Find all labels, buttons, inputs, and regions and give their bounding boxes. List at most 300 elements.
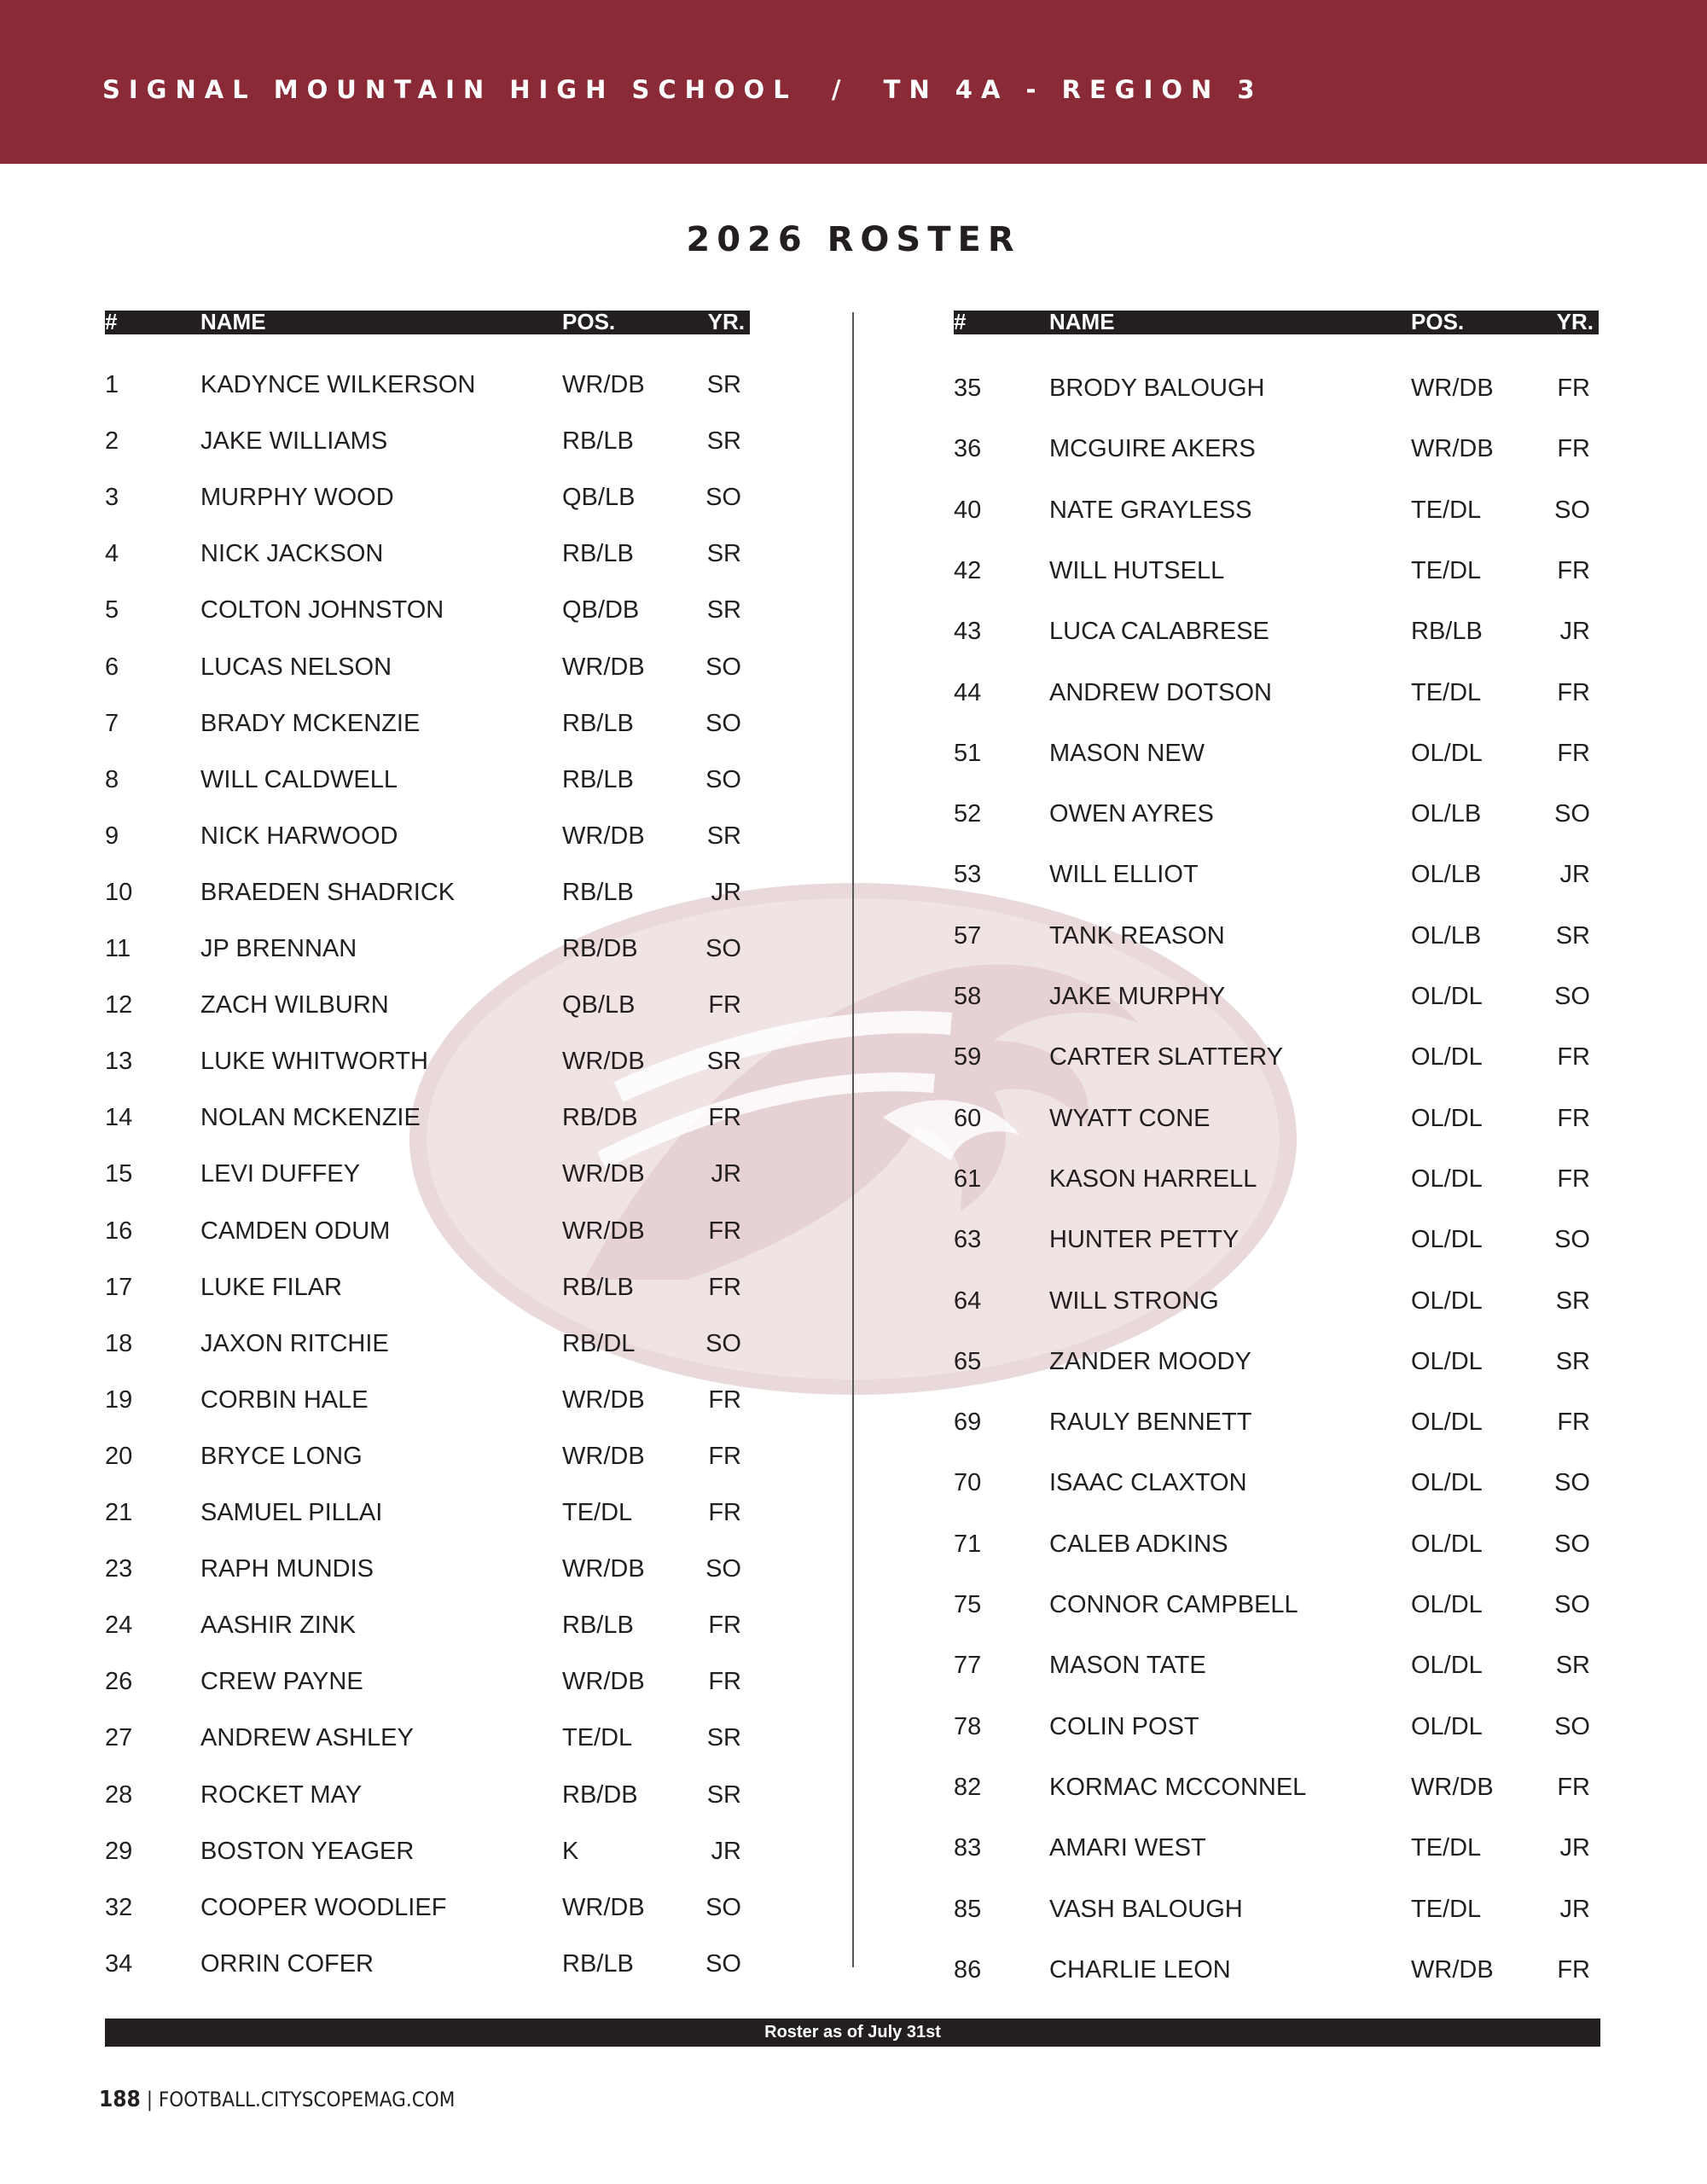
player-number: 86 — [954, 1955, 982, 1984]
player-number: 42 — [954, 556, 982, 584]
table-row — [105, 1101, 750, 1135]
player-year: SR — [1555, 921, 1590, 950]
player-year: FR — [708, 1668, 741, 1696]
player-number: 57 — [954, 921, 982, 950]
player-name: JAKE MURPHY — [1049, 983, 1226, 1010]
table-header — [105, 311, 750, 334]
player-year: SO — [705, 1555, 741, 1583]
table-row — [954, 1345, 1599, 1379]
table-row — [954, 1101, 1599, 1136]
player-position: OL/DL — [1411, 1712, 1483, 1740]
player-name: MASON TATE — [1049, 1652, 1206, 1680]
footer-site: FOOTBALL.CITYSCOPEMAG.COM — [158, 2088, 456, 2111]
player-name: COLIN POST — [1049, 1712, 1199, 1740]
table-row — [105, 1608, 750, 1642]
player-name: ROCKET MAY — [200, 1780, 363, 1809]
table-row — [105, 819, 750, 853]
player-year: SO — [1554, 800, 1590, 828]
player-name: JAKE WILLIAMS — [200, 427, 388, 456]
player-position: K — [562, 1837, 579, 1865]
roster-table-right — [954, 309, 1599, 1984]
table-row — [954, 1162, 1599, 1196]
player-position: OL/DL — [1411, 1469, 1483, 1497]
player-number: 14 — [105, 1104, 133, 1132]
player-number: 77 — [954, 1652, 982, 1680]
player-position: WR/DB — [562, 1668, 645, 1696]
header-name: NAME — [1049, 309, 1115, 334]
player-name: LUCAS NELSON — [200, 653, 392, 681]
player-position: TE/DL — [562, 1724, 633, 1752]
table-row — [954, 676, 1599, 710]
player-number: 24 — [105, 1612, 133, 1640]
player-number: 19 — [105, 1385, 133, 1414]
player-year: SO — [705, 653, 741, 681]
player-number: 43 — [954, 618, 982, 646]
player-number: 27 — [105, 1724, 133, 1752]
player-position: TE/DL — [1411, 1895, 1482, 1923]
player-number: 51 — [954, 739, 982, 767]
player-number: 10 — [105, 878, 133, 906]
player-number: 85 — [954, 1895, 982, 1923]
player-year: SO — [1554, 1469, 1590, 1497]
table-row — [954, 1405, 1599, 1439]
player-position: WR/DB — [562, 371, 645, 398]
player-position: QB/LB — [562, 991, 636, 1019]
player-name: RAULY BENNETT — [1049, 1409, 1252, 1437]
player-number: 40 — [954, 496, 982, 524]
table-row — [105, 537, 750, 571]
player-name: KASON HARRELL — [1049, 1165, 1257, 1193]
player-position: RB/LB — [562, 878, 634, 906]
player-number: 58 — [954, 983, 982, 1010]
player-name: WILL ELLIOT — [1049, 861, 1199, 889]
player-position: OL/DL — [1411, 739, 1483, 767]
player-position: TE/DL — [1411, 556, 1482, 584]
player-name: CARTER SLATTERY — [1049, 1043, 1283, 1072]
player-name: NATE GRAYLESS — [1049, 496, 1252, 524]
player-year: FR — [1557, 1955, 1590, 1984]
player-name: WILL STRONG — [1049, 1287, 1219, 1315]
player-number: 23 — [105, 1555, 133, 1583]
player-name: NOLAN MCKENZIE — [200, 1104, 421, 1132]
player-name: HUNTER PETTY — [1049, 1226, 1240, 1254]
player-position: RB/LB — [562, 709, 634, 737]
player-name: BRYCE LONG — [200, 1442, 363, 1470]
player-year: FR — [1557, 678, 1590, 706]
player-position: WR/DB — [562, 1217, 645, 1245]
table-row — [954, 1284, 1599, 1318]
player-position: WR/DB — [562, 1555, 645, 1583]
player-name: LUKE FILAR — [200, 1273, 342, 1301]
player-year: SR — [706, 427, 741, 456]
player-number: 83 — [954, 1834, 982, 1862]
player-name: ANDREW ASHLEY — [200, 1724, 414, 1752]
table-row — [954, 1710, 1599, 1744]
player-number: 18 — [105, 1329, 133, 1357]
header-num: # — [105, 309, 118, 334]
player-number: 17 — [105, 1273, 133, 1301]
player-position: TE/DL — [562, 1499, 633, 1526]
player-name: MURPHY WOOD — [200, 484, 394, 512]
player-year: SO — [705, 1893, 741, 1921]
player-position: WR/DB — [1411, 1955, 1494, 1984]
table-row — [954, 1466, 1599, 1500]
table-row — [105, 1383, 750, 1417]
table-row — [105, 1552, 750, 1586]
table-row — [954, 371, 1599, 405]
player-position: OL/DL — [1411, 1652, 1483, 1680]
player-position: WR/DB — [562, 1160, 645, 1188]
table-row — [105, 368, 750, 402]
player-number: 15 — [105, 1160, 133, 1188]
player-name: NICK HARWOOD — [200, 822, 398, 850]
player-year: SR — [706, 1048, 741, 1076]
player-name: ISAAC CLAXTON — [1049, 1469, 1247, 1497]
banner-text: SIGNAL MOUNTAIN HIGH SCHOOL / TN 4A - REGION 3 — [102, 75, 1263, 104]
table-row — [105, 1044, 750, 1078]
player-position: RB/LB — [562, 1612, 634, 1640]
player-position: RB/LB — [562, 427, 634, 456]
page-title: 2026 ROSTER — [686, 220, 1021, 259]
player-name: SAMUEL PILLAI — [200, 1499, 383, 1526]
table-row — [954, 919, 1599, 953]
player-year: SR — [706, 1780, 741, 1809]
player-name: MASON NEW — [1049, 739, 1205, 767]
player-number: 7 — [105, 709, 119, 737]
player-number: 63 — [954, 1226, 982, 1254]
header-yr: YR. — [707, 309, 745, 334]
player-number: 5 — [105, 596, 119, 624]
player-position: WR/DB — [562, 653, 645, 681]
table-row — [105, 1157, 750, 1191]
player-number: 28 — [105, 1780, 133, 1809]
header-pos: POS. — [562, 309, 616, 334]
player-year: SO — [1554, 1591, 1590, 1618]
table-row — [105, 763, 750, 797]
player-year: SO — [705, 709, 741, 737]
player-position: OL/LB — [1411, 861, 1482, 889]
player-position: WR/DB — [1411, 435, 1494, 463]
player-position: WR/DB — [562, 1442, 645, 1470]
table-row — [954, 554, 1599, 588]
player-number: 29 — [105, 1837, 133, 1865]
player-year: JR — [711, 1837, 741, 1865]
player-year: FR — [1557, 1043, 1590, 1072]
player-year: FR — [708, 1273, 741, 1301]
player-year: SR — [706, 1724, 741, 1752]
player-name: WILL CALDWELL — [200, 765, 398, 793]
player-name: NICK JACKSON — [200, 540, 384, 568]
player-number: 69 — [954, 1409, 982, 1437]
player-year: FR — [708, 1217, 741, 1245]
player-name: ZACH WILBURN — [200, 991, 389, 1019]
player-year: JR — [1559, 1834, 1590, 1862]
player-position: RB/LB — [1411, 618, 1483, 646]
player-number: 61 — [954, 1165, 982, 1193]
player-number: 20 — [105, 1442, 133, 1470]
table-row — [954, 736, 1599, 770]
player-year: FR — [708, 1104, 741, 1132]
player-name: TANK REASON — [1049, 921, 1225, 950]
player-year: SO — [705, 1329, 741, 1357]
table-row — [954, 979, 1599, 1014]
player-name: BRAEDEN SHADRICK — [200, 878, 456, 906]
player-year: SO — [1554, 496, 1590, 524]
table-row — [954, 1040, 1599, 1074]
player-position: RB/DB — [562, 935, 638, 962]
player-name: CHARLIE LEON — [1049, 1955, 1231, 1984]
player-number: 52 — [954, 800, 982, 828]
player-position: OL/LB — [1411, 921, 1482, 950]
player-name: LEVI DUFFEY — [200, 1160, 360, 1188]
player-number: 34 — [105, 1949, 133, 1978]
player-number: 4 — [105, 540, 119, 568]
player-number: 64 — [954, 1287, 982, 1315]
player-position: TE/DL — [1411, 496, 1482, 524]
player-name: WYATT CONE — [1049, 1104, 1211, 1132]
table-row — [105, 1214, 750, 1248]
player-number: 35 — [954, 375, 982, 402]
player-position: RB/LB — [562, 540, 634, 568]
player-year: SR — [1555, 1347, 1590, 1375]
header-pos: POS. — [1411, 309, 1465, 334]
player-position: OL/DL — [1411, 1287, 1483, 1315]
player-position: OL/LB — [1411, 800, 1482, 828]
table-row — [105, 1834, 750, 1868]
player-year: FR — [1557, 739, 1590, 767]
player-name: KADYNCE WILKERSON — [200, 371, 476, 398]
player-number: 13 — [105, 1048, 133, 1076]
player-number: 32 — [105, 1893, 133, 1921]
player-position: RB/LB — [562, 1273, 634, 1301]
table-row — [105, 650, 750, 684]
player-position: OL/DL — [1411, 1409, 1483, 1437]
player-year: SR — [706, 822, 741, 850]
player-year: SR — [706, 596, 741, 624]
player-year: SO — [1554, 1530, 1590, 1558]
player-name: KORMAC MCCONNEL — [1049, 1773, 1307, 1801]
player-position: WR/DB — [562, 822, 645, 850]
player-position: RB/LB — [562, 1949, 634, 1978]
roster-table-left — [105, 309, 750, 1978]
player-number: 21 — [105, 1499, 133, 1526]
table-row — [105, 480, 750, 514]
header-banner — [0, 0, 1707, 164]
player-year: FR — [708, 991, 741, 1019]
table-row — [105, 1721, 750, 1755]
player-number: 6 — [105, 653, 119, 681]
player-position: OL/DL — [1411, 983, 1483, 1010]
player-year: SR — [706, 540, 741, 568]
player-name: ORRIN COFER — [200, 1949, 374, 1978]
player-year: SO — [1554, 1226, 1590, 1254]
player-year: SO — [705, 484, 741, 512]
player-position: OL/DL — [1411, 1226, 1483, 1254]
player-name: CALEB ADKINS — [1049, 1530, 1228, 1558]
player-year: JR — [1559, 861, 1590, 889]
table-row — [105, 1664, 750, 1699]
player-name: COOPER WOODLIEF — [200, 1893, 447, 1921]
player-position: TE/DL — [1411, 678, 1482, 706]
player-name: AMARI WEST — [1049, 1834, 1206, 1862]
page-footer — [99, 2087, 455, 2112]
player-year: SO — [1554, 1712, 1590, 1740]
table-row — [105, 1778, 750, 1812]
player-number: 70 — [954, 1469, 982, 1497]
column-divider — [852, 312, 854, 1967]
header-num: # — [954, 309, 967, 334]
player-position: QB/LB — [562, 484, 636, 512]
player-number: 75 — [954, 1591, 982, 1618]
player-number: 2 — [105, 427, 119, 456]
table-row — [954, 1892, 1599, 1926]
table-row — [105, 1496, 750, 1530]
table-row — [954, 1223, 1599, 1257]
player-number: 3 — [105, 484, 119, 512]
player-name: ZANDER MOODY — [1049, 1347, 1251, 1375]
player-name: BRODY BALOUGH — [1049, 375, 1265, 402]
player-number: 82 — [954, 1773, 982, 1801]
player-name: CORBIN HALE — [200, 1385, 369, 1414]
table-row — [105, 1891, 750, 1925]
player-year: SR — [706, 371, 741, 398]
table-row — [105, 1439, 750, 1473]
player-year: FR — [708, 1499, 741, 1526]
player-position: TE/DL — [1411, 1834, 1482, 1862]
player-position: OL/DL — [1411, 1530, 1483, 1558]
player-year: JR — [711, 1160, 741, 1188]
player-number: 60 — [954, 1104, 982, 1132]
roster-footnote: Roster as of July 31st — [105, 2018, 1600, 2047]
player-number: 11 — [105, 935, 131, 962]
table-row — [105, 593, 750, 627]
player-year: FR — [1557, 435, 1590, 463]
player-position: OL/DL — [1411, 1347, 1483, 1375]
player-position: OL/DL — [1411, 1591, 1483, 1618]
player-position: WR/DB — [1411, 1773, 1494, 1801]
player-position: RB/DB — [562, 1780, 638, 1809]
player-number: 36 — [954, 435, 982, 463]
player-year: FR — [1557, 1409, 1590, 1437]
table-row — [105, 1270, 750, 1304]
player-year: JR — [711, 878, 741, 906]
player-year: FR — [708, 1612, 741, 1640]
player-number: 26 — [105, 1668, 133, 1696]
table-row — [105, 1327, 750, 1361]
player-name: BOSTON YEAGER — [200, 1837, 415, 1865]
player-number: 12 — [105, 991, 133, 1019]
player-year: JR — [1559, 1895, 1590, 1923]
player-name: OWEN AYRES — [1049, 800, 1214, 828]
player-position: RB/DL — [562, 1329, 636, 1357]
table-row — [105, 424, 750, 458]
table-row — [954, 614, 1599, 648]
player-number: 16 — [105, 1217, 133, 1245]
player-year: FR — [1557, 1773, 1590, 1801]
table-row — [954, 1770, 1599, 1804]
player-year: FR — [1557, 1165, 1590, 1193]
player-name: CONNOR CAMPBELL — [1049, 1591, 1298, 1618]
player-position: WR/DB — [1411, 375, 1494, 402]
player-name: RAPH MUNDIS — [200, 1555, 374, 1583]
player-name: ANDREW DOTSON — [1049, 678, 1272, 706]
table-header — [954, 311, 1599, 334]
player-year: SO — [705, 1949, 741, 1978]
table-row — [105, 988, 750, 1022]
player-year: JR — [1559, 618, 1590, 646]
player-name: COLTON JOHNSTON — [200, 596, 444, 624]
player-name: LUKE WHITWORTH — [200, 1048, 428, 1076]
table-row — [954, 1527, 1599, 1561]
table-row — [954, 1588, 1599, 1622]
table-row — [954, 1953, 1599, 1987]
player-number: 1 — [105, 371, 119, 398]
player-position: QB/DB — [562, 596, 640, 624]
player-name: WILL HUTSELL — [1049, 556, 1225, 584]
player-name: CAMDEN ODUM — [200, 1217, 391, 1245]
table-row — [105, 1947, 750, 1981]
player-position: OL/DL — [1411, 1165, 1483, 1193]
player-name: CREW PAYNE — [200, 1668, 363, 1696]
player-position: WR/DB — [562, 1385, 645, 1414]
player-year: SO — [705, 935, 741, 962]
table-row — [954, 857, 1599, 892]
player-year: FR — [1557, 1104, 1590, 1132]
player-name: MCGUIRE AKERS — [1049, 435, 1256, 463]
player-position: WR/DB — [562, 1893, 645, 1921]
player-name: JP BRENNAN — [200, 935, 357, 962]
player-number: 44 — [954, 678, 982, 706]
player-name: AASHIR ZINK — [200, 1612, 357, 1640]
header-yr: YR. — [1556, 309, 1594, 334]
table-row — [105, 875, 750, 909]
table-row — [954, 797, 1599, 831]
player-number: 71 — [954, 1530, 982, 1558]
player-year: SR — [1555, 1287, 1590, 1315]
player-year: FR — [1557, 375, 1590, 402]
player-name: VASH BALOUGH — [1049, 1895, 1243, 1923]
table-row — [954, 1648, 1599, 1682]
player-position: RB/DB — [562, 1104, 638, 1132]
player-position: OL/DL — [1411, 1104, 1483, 1132]
header-name: NAME — [200, 309, 266, 334]
player-name: JAXON RITCHIE — [200, 1329, 389, 1357]
table-row — [954, 432, 1599, 466]
player-year: SR — [1555, 1652, 1590, 1680]
player-number: 65 — [954, 1347, 982, 1375]
table-row — [954, 493, 1599, 527]
table-row — [105, 932, 750, 966]
player-position: OL/DL — [1411, 1043, 1483, 1072]
player-year: SO — [1554, 983, 1590, 1010]
player-year: FR — [708, 1442, 741, 1470]
player-number: 78 — [954, 1712, 982, 1740]
page-number: 188 — [99, 2087, 141, 2112]
player-name: BRADY MCKENZIE — [200, 709, 421, 737]
player-number: 8 — [105, 765, 119, 793]
table-row — [105, 706, 750, 741]
footer-separator: | — [146, 2088, 153, 2111]
player-year: FR — [708, 1385, 741, 1414]
player-year: SO — [705, 765, 741, 793]
table-row — [954, 1831, 1599, 1865]
player-number: 53 — [954, 861, 982, 889]
player-number: 9 — [105, 822, 119, 850]
player-position: WR/DB — [562, 1048, 645, 1076]
player-number: 59 — [954, 1043, 982, 1072]
player-year: FR — [1557, 556, 1590, 584]
player-position: RB/LB — [562, 765, 634, 793]
